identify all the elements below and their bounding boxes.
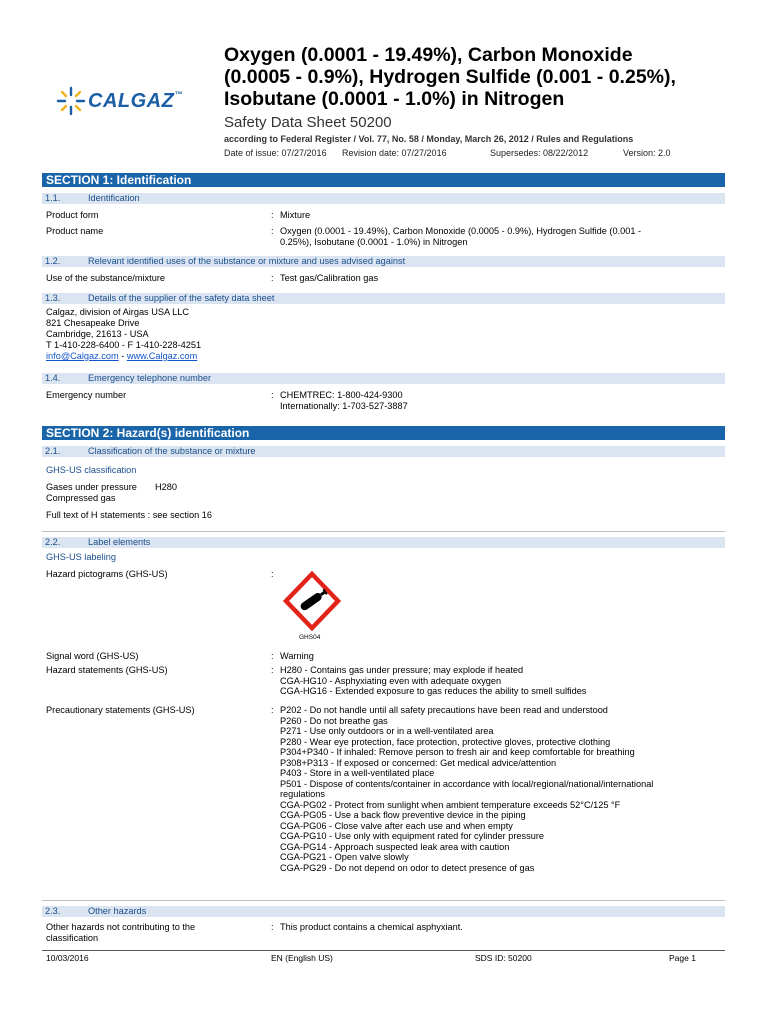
website-link[interactable]: www.Calgaz.com — [126, 351, 198, 361]
logo-wordmark: CALGAZ™ — [88, 90, 183, 112]
precaution-line: P403 - Store in a well-ventilated place — [280, 768, 435, 778]
precaution-line: P271 - Use only outdoors or in a well-ventilated area — [280, 726, 494, 736]
emergency-label: Emergency number — [46, 390, 127, 400]
precaution-line: regulations — [280, 789, 325, 799]
precaution-line: CGA-PG29 - Do not depend on odor to detect presence of gas — [280, 862, 535, 873]
other-hazards-value: This product contains a chemical asphyxiant. — [280, 922, 463, 932]
email-link[interactable]: info@Calgaz.com — [46, 351, 119, 361]
compressed-gas: Compressed gas — [46, 493, 116, 503]
subsection-1-3: 1.3. Details of the supplier of the safety data sheet — [42, 293, 725, 304]
colon: : — [271, 569, 274, 579]
precaution-line: P501 - Dispose of contents/container in accordance with local/regional/national/international — [280, 778, 654, 789]
supplier-line: Cambridge, 21613 - USA — [46, 329, 149, 339]
subsection-1-4: 1.4. Emergency telephone number — [42, 373, 725, 384]
hazard-statements — [280, 665, 586, 697]
product-form-value: Mixture — [280, 210, 311, 220]
title-line: (0.0005 - 0.9%), Hydrogen Sulfide (0.001 - 0.25%), — [224, 66, 676, 88]
version: Version: 2.0 — [623, 148, 671, 158]
revision-date: Revision date: 07/27/2016 — [342, 148, 447, 158]
full-text-note: Full text of H statements : see section 16 — [46, 510, 212, 520]
product-name-label: Product name — [46, 226, 104, 236]
footer-divider — [42, 950, 725, 951]
precaution-line: CGA-PG21 - Open valve slowly — [280, 852, 409, 862]
product-form-label: Product form — [46, 210, 99, 220]
hazard-line: CGA-HG16 - Extended exposure to gas reduces the ability to smell sulfides — [280, 686, 587, 696]
document-title — [224, 44, 754, 110]
supplier-contacts: info@Calgaz.com - www.Calgaz.com — [46, 351, 198, 361]
supplier-line: T 1-410-228-6400 - F 1-410-228-4251 — [46, 340, 202, 350]
precaution-line: P308+P313 - If exposed or concerned: Get medical advice/attention — [280, 757, 557, 768]
footer-sds-id: SDS ID: 50200 — [475, 953, 532, 963]
hazard-line: H280 - Contains gas under pressure; may explode if heated — [280, 665, 524, 675]
federal-register-note: according to Federal Register / Vol. 77, No. 58 / Monday, March 26, 2012 / Rules and Regulations — [224, 134, 634, 144]
ghs-labeling-heading: GHS-US labeling — [46, 552, 116, 562]
divider — [42, 531, 725, 532]
precaution-line: P280 - Wear eye protection, face protection, protective gloves, protective clothing — [280, 736, 611, 747]
supplier-block — [46, 307, 201, 362]
colon: : — [271, 922, 274, 932]
hazard-pictograms-label: Hazard pictograms (GHS-US) — [46, 569, 168, 579]
signal-word-value: Warning — [280, 651, 314, 661]
subsection-2-1: 2.1. Classification of the substance or mixture — [42, 446, 725, 457]
precaution-line: P260 - Do not breathe gas — [280, 715, 388, 726]
precautionary-statements-label: Precautionary statements (GHS-US) — [46, 705, 195, 715]
colon: : — [271, 210, 274, 220]
title-line: Isobutane (0.0001 - 1.0%) in Nitrogen — [224, 88, 565, 110]
calgaz-logo — [54, 84, 214, 120]
hazard-line: CGA-HG10 - Asphyxiating even with adequate oxygen — [280, 675, 502, 686]
date-of-issue: Date of issue: 07/27/2016 — [224, 148, 327, 158]
footer-date: 10/03/2016 — [46, 953, 89, 963]
footer-page: Page 1 — [669, 953, 696, 963]
starburst-logo-icon — [56, 86, 86, 116]
supplier-line: 821 Chesapeake Drive — [46, 318, 140, 328]
section-2-header: SECTION 2: Hazard(s) identification — [42, 426, 725, 440]
colon: : — [271, 665, 274, 675]
gases-code: H280 — [155, 482, 177, 492]
product-name-value: Oxygen (0.0001 - 19.49%), Carbon Monoxide (0.0005 - 0.9%), Hydrogen Sulfide (0.001 - 0.25%), Isobutane (0.0001 - 1.0%) in Nitrogen — [280, 226, 642, 247]
precaution-line: CGA-PG06 - Close valve after each use and when empty — [280, 820, 513, 831]
precaution-line: CGA-PG14 - Approach suspected leak area with caution — [280, 841, 510, 852]
subsection-1-1: 1.1. Identification — [42, 193, 725, 204]
subsection-2-3: 2.3. Other hazards — [42, 906, 725, 917]
precaution-line: P304+P340 - If inhaled: Remove person to fresh air and keep comfortable for breathing — [280, 747, 635, 757]
gas-cylinder-icon — [282, 570, 342, 632]
precaution-line: CGA-PG05 - Use a back flow preventive device in the piping — [280, 810, 526, 820]
subsection-1-2: 1.2. Relevant identified uses of the substance or mixture and uses advised against — [42, 256, 725, 267]
precautionary-statements — [280, 705, 653, 873]
other-hazards-label: Other hazards not contributing to the classification — [46, 922, 196, 943]
precaution-line: P202 - Do not handle until all safety precautions have been read and understood — [280, 705, 608, 715]
colon: : — [271, 390, 274, 400]
colon: : — [271, 226, 274, 236]
supplier-line: Calgaz, division of Airgas USA LLC — [46, 307, 189, 317]
title-line: Oxygen (0.0001 - 19.49%), Carbon Monoxide — [224, 44, 633, 66]
divider — [42, 900, 725, 901]
colon: : — [271, 705, 274, 715]
document-subtitle: Safety Data Sheet 50200 — [224, 114, 392, 131]
gases-under-pressure-label: Gases under pressure — [46, 482, 137, 492]
emergency-value: CHEMTREC: 1-800-424-9300 Internationally: 1-703-527-3887 — [280, 390, 408, 411]
footer-language: EN (English US) — [271, 953, 333, 963]
section-1-header: SECTION 1: Identification — [42, 173, 725, 187]
colon: : — [271, 273, 274, 283]
ghs-classification-heading: GHS-US classification — [46, 465, 137, 475]
colon: : — [271, 651, 274, 661]
signal-word-label: Signal word (GHS-US) — [46, 651, 139, 661]
use-label: Use of the substance/mixture — [46, 273, 165, 283]
precaution-line: CGA-PG02 - Protect from sunlight when ambient temperature exceeds 52°C/125 °F — [280, 799, 621, 810]
supersedes: Supersedes: 08/22/2012 — [490, 148, 589, 158]
subsection-2-2: 2.2. Label elements — [42, 537, 725, 548]
use-value: Test gas/Calibration gas — [280, 273, 379, 283]
precaution-line: CGA-PG10 - Use only with equipment rated for cylinder pressure — [280, 831, 544, 841]
hazard-statements-label: Hazard statements (GHS-US) — [46, 665, 168, 675]
pictogram-caption: GHS04 — [299, 634, 321, 641]
